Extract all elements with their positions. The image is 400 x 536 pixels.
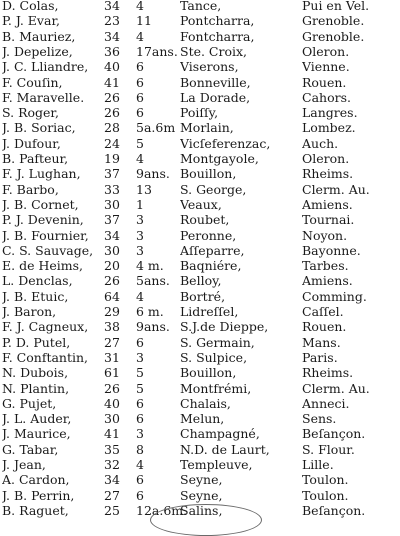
person-name: J. Baron,: [2, 304, 57, 319]
age: 32: [104, 457, 120, 472]
person-name: B. Pafteur,: [2, 151, 69, 166]
diocese: S. Flour.: [302, 441, 355, 457]
person-name: J. B. Fournier,: [2, 227, 89, 243]
age: 34: [104, 472, 120, 488]
diocese: Pui en Vel.: [302, 0, 370, 13]
person-name: P. D. Putel,: [2, 334, 71, 350]
service-length: 4: [136, 0, 144, 13]
diocese: Oleron.: [302, 151, 350, 166]
person-name: P. J. Evar,: [2, 13, 61, 29]
person-name: J. Jean,: [2, 457, 46, 472]
service-length: 9ans.: [136, 166, 170, 182]
service-length: 6: [136, 472, 144, 488]
age: 26: [104, 105, 120, 121]
age: 28: [104, 120, 120, 136]
diocese: Clerm. Au.: [302, 181, 370, 197]
person-name: A. Cardon,: [2, 472, 70, 488]
parish: Montgayole,: [180, 151, 259, 166]
service-length: 13: [136, 181, 152, 197]
diocese: Lille.: [302, 457, 334, 472]
person-name: F. Couſin,: [2, 74, 63, 90]
parish: Aſſeparre,: [180, 242, 245, 258]
parish: Chalais,: [180, 395, 231, 411]
age: 61: [104, 365, 120, 381]
parish: Baqniére,: [180, 258, 242, 274]
person-name: E. de Heims,: [2, 258, 83, 274]
age: 40: [104, 59, 120, 75]
person-name: S. Roger,: [2, 105, 59, 121]
service-length: 6: [136, 59, 144, 75]
age: 35: [104, 441, 120, 457]
service-length: 3: [136, 227, 144, 243]
person-name: N. Dubois,: [2, 365, 69, 381]
diocese: Amiens.: [302, 273, 353, 289]
person-name: L. Denclas,: [2, 273, 73, 289]
person-name: D. Colas,: [2, 0, 59, 13]
service-length: 5: [136, 365, 144, 381]
service-length: 8: [136, 441, 144, 457]
person-name: F. J. Cagneux,: [2, 319, 89, 335]
diocese: Beſançon.: [302, 502, 366, 518]
age: 34: [104, 227, 120, 243]
diocese: Vienne.: [302, 59, 350, 75]
parish: Ste. Croix,: [180, 43, 248, 59]
parish: Templeuve,: [180, 457, 253, 472]
age: 41: [104, 74, 120, 90]
parish: Bouillon,: [180, 166, 237, 182]
age: 34: [104, 28, 120, 44]
parish: Morlain,: [180, 120, 234, 136]
service-length: 4: [136, 457, 144, 472]
service-length: 12a.6m.: [136, 502, 188, 518]
service-length: 5ans.: [136, 273, 170, 289]
parish: Seyne,: [180, 487, 223, 503]
diocese: Langres.: [302, 105, 358, 121]
age: 31: [104, 349, 120, 365]
diocese: Noyon.: [302, 227, 348, 243]
diocese: Lombez.: [302, 120, 356, 136]
diocese: Paris.: [302, 349, 338, 365]
diocese: Rheims.: [302, 166, 354, 182]
age: 27: [104, 487, 120, 503]
age: 34: [104, 0, 120, 13]
parish: Pontcharra,: [180, 13, 255, 29]
person-name: J. Depelize,: [2, 43, 73, 59]
person-name: G. Pujet,: [2, 395, 57, 411]
person-name: C. S. Sauvage,: [2, 242, 94, 258]
service-length: 6 m.: [136, 304, 164, 319]
diocese: Bayonne.: [302, 242, 361, 258]
service-length: 6: [136, 334, 144, 350]
service-length: 17ans.: [136, 43, 178, 59]
age: 30: [104, 196, 120, 212]
diocese: Grenoble.: [302, 13, 365, 29]
age: 26: [104, 380, 120, 396]
service-length: 5: [136, 135, 144, 151]
age: 33: [104, 181, 120, 197]
age: 41: [104, 426, 120, 442]
service-length: 6: [136, 105, 144, 121]
person-name: J. B. Perrin,: [2, 487, 75, 503]
person-name: J. L. Auder,: [2, 411, 72, 427]
age: 19: [104, 151, 120, 166]
diocese: Comming.: [302, 288, 367, 304]
age: 30: [104, 411, 120, 427]
age: 24: [104, 135, 120, 151]
parish: Bouillon,: [180, 365, 237, 381]
service-length: 3: [136, 242, 144, 258]
age: 37: [104, 166, 120, 182]
person-name: F. Maravelle.: [2, 89, 85, 105]
parish: Vicſeferenzac,: [180, 135, 271, 151]
person-name: P. J. Devenin,: [2, 212, 84, 228]
parish: La Dorade,: [180, 89, 251, 105]
diocese: Tarbes.: [302, 258, 349, 274]
age: 30: [104, 242, 120, 258]
parish: S. George,: [180, 181, 247, 197]
person-name: J. C. Lliandre,: [2, 59, 89, 75]
person-name: F. Barbo,: [2, 181, 59, 197]
parish: Belloy,: [180, 273, 222, 289]
age: 38: [104, 319, 120, 335]
person-name: F. Conftantin,: [2, 349, 89, 365]
age: 26: [104, 273, 120, 289]
diocese: Amiens.: [302, 196, 353, 212]
age: 25: [104, 502, 120, 518]
age: 64: [104, 288, 120, 304]
service-length: 3: [136, 212, 144, 228]
service-length: 4 m.: [136, 258, 164, 274]
parish: Veaux,: [180, 196, 222, 212]
age: 27: [104, 334, 120, 350]
age: 36: [104, 43, 120, 59]
diocese: Beſançon.: [302, 426, 366, 442]
parish: Fontcharra,: [180, 28, 255, 44]
service-length: 4: [136, 28, 144, 44]
parish: Roubet,: [180, 212, 230, 228]
service-length: 6: [136, 487, 144, 503]
diocese: Toulon.: [302, 487, 349, 503]
service-length: 6: [136, 411, 144, 427]
person-name: J. Maurice,: [2, 426, 71, 442]
person-name: J. Dufour,: [2, 135, 61, 151]
parish: S.J.de Dieppe,: [180, 319, 269, 335]
parish: Poiſſy,: [180, 105, 219, 121]
age: 29: [104, 304, 120, 319]
person-name: F. J. Lughan,: [2, 166, 81, 182]
diocese: Clerm. Au.: [302, 380, 370, 396]
service-length: 6: [136, 395, 144, 411]
parish: Bonneville,: [180, 74, 251, 90]
diocese: Toulon.: [302, 472, 349, 488]
service-length: 6: [136, 89, 144, 105]
service-length: 11: [136, 13, 152, 29]
person-name: J. B. Soriac,: [2, 120, 76, 136]
age: 20: [104, 258, 120, 274]
parish: Champagné,: [180, 426, 260, 442]
parish: Lidreſſel,: [180, 304, 239, 319]
person-name: N. Plantin,: [2, 380, 70, 396]
diocese: Caſſel.: [302, 304, 344, 319]
parish: S. Sulpice,: [180, 349, 248, 365]
parish: Salins,: [180, 502, 223, 518]
diocese: Cahors.: [302, 89, 351, 105]
person-name: J. B. Etuic,: [2, 288, 69, 304]
parish: Melun,: [180, 411, 225, 427]
parish: Montfrémi,: [180, 380, 252, 396]
diocese: Anneci.: [302, 395, 350, 411]
ink-stamp: [150, 504, 262, 536]
diocese: Rouen.: [302, 74, 347, 90]
parish: Seyne,: [180, 472, 223, 488]
person-name: J. B. Cornet,: [2, 196, 79, 212]
service-length: 9ans.: [136, 319, 170, 335]
age: 37: [104, 212, 120, 228]
parish: Peronne,: [180, 227, 237, 243]
service-length: 3: [136, 426, 144, 442]
diocese: Auch.: [302, 135, 339, 151]
parish: Tance,: [180, 0, 222, 13]
diocese: Sens.: [302, 411, 337, 427]
person-name: B. Mauriez,: [2, 28, 76, 44]
diocese: Rouen.: [302, 319, 347, 335]
diocese: Tournai.: [302, 212, 355, 228]
diocese: Mans.: [302, 334, 341, 350]
parish: N.D. de Laurt,: [180, 441, 270, 457]
service-length: 3: [136, 349, 144, 365]
age: 23: [104, 13, 120, 29]
parish: Bortré,: [180, 288, 226, 304]
parish: S. Germain,: [180, 334, 255, 350]
age: 26: [104, 89, 120, 105]
service-length: 5: [136, 380, 144, 396]
service-length: 5a.6m: [136, 120, 176, 136]
service-length: 4: [136, 288, 144, 304]
person-name: G. Tabar,: [2, 441, 59, 457]
person-name: B. Raguet,: [2, 502, 69, 518]
age: 40: [104, 395, 120, 411]
service-length: 4: [136, 151, 144, 166]
service-length: 6: [136, 74, 144, 90]
service-length: 1: [136, 196, 144, 212]
diocese: Grenoble.: [302, 28, 365, 44]
parish: Viserons,: [180, 59, 239, 75]
diocese: Oleron.: [302, 43, 350, 59]
diocese: Rheims.: [302, 365, 354, 381]
